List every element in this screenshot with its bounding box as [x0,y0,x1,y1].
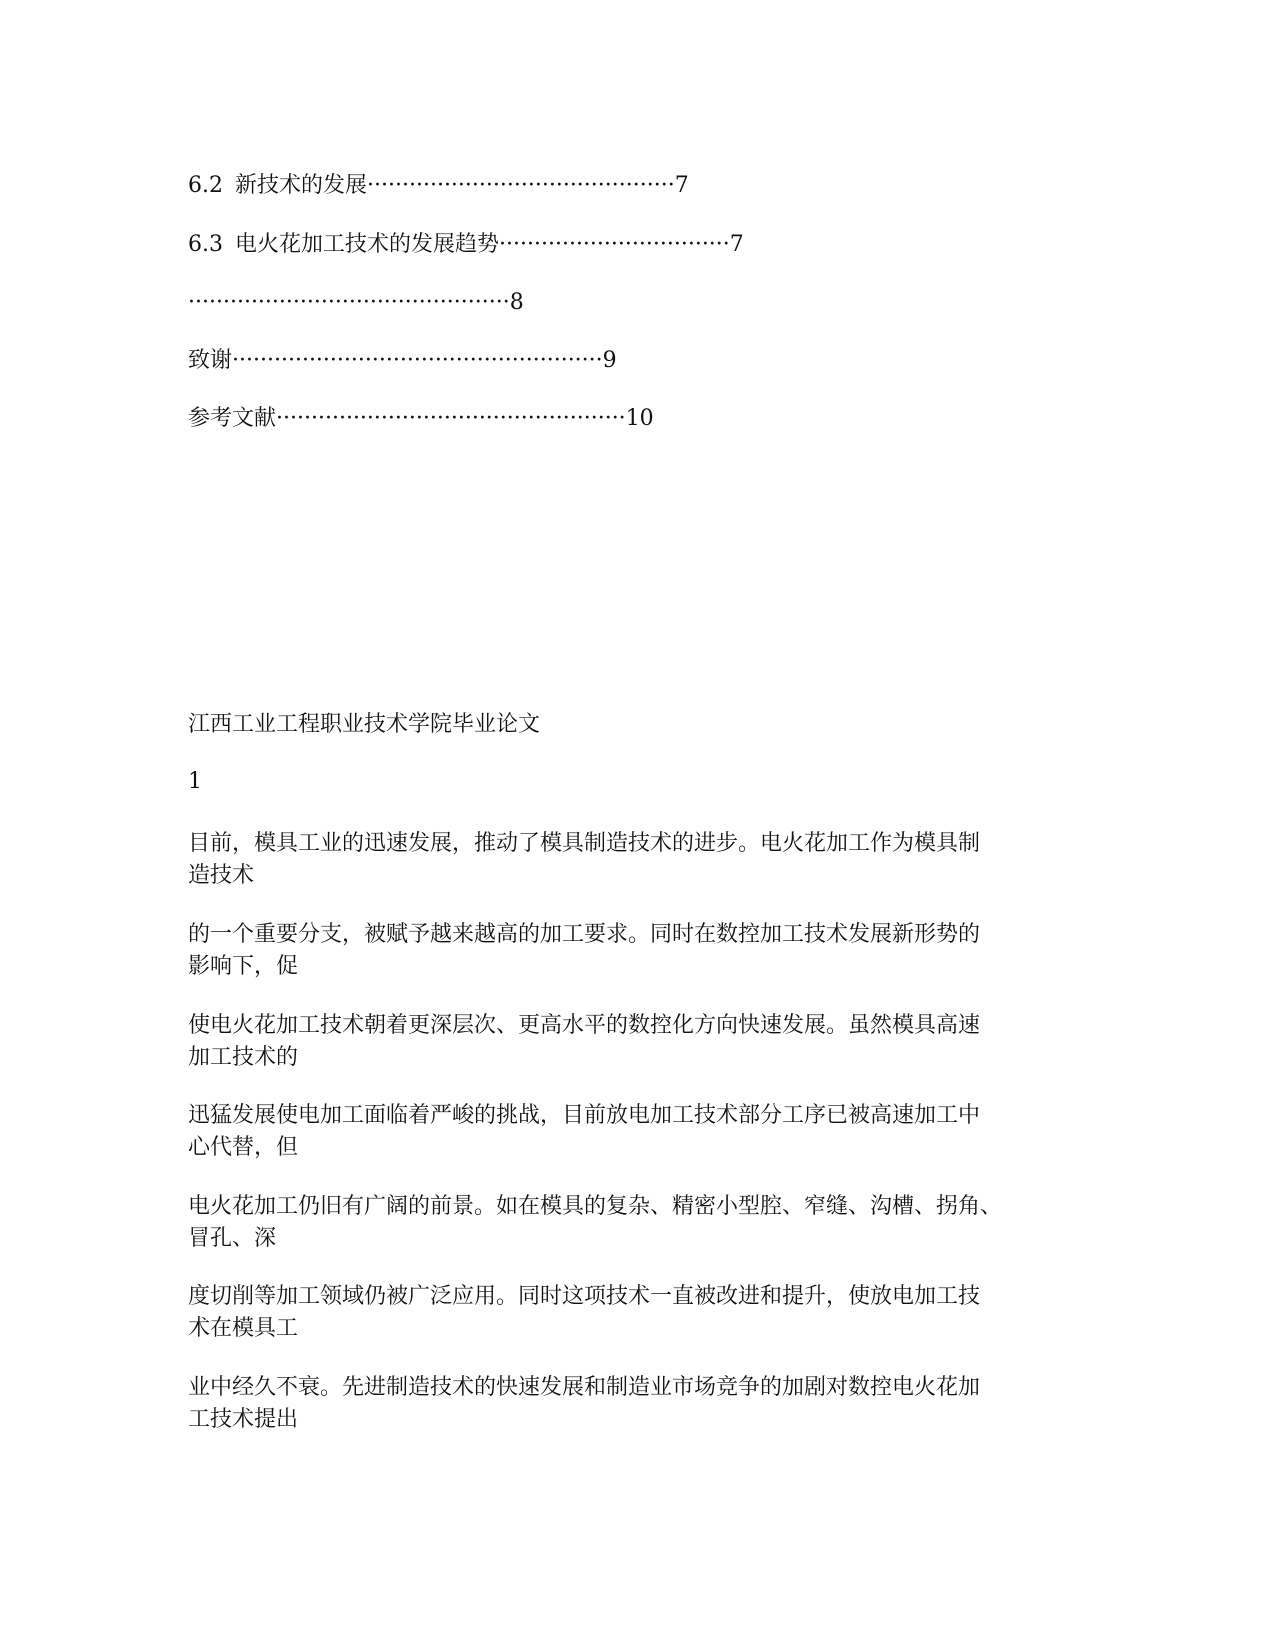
body-paragraph [188,828,1088,892]
body-paragraph [188,919,1088,983]
body-paragraph [188,1191,1088,1255]
toc-entry-references [188,405,654,433]
paragraph-line: 加工技术的 [188,1045,299,1070]
toc-entry-leader: ············································ [367,173,675,198]
toc-entry-leader: ·············································· [188,290,510,315]
paragraph-line: 业中经久不衰。先进制造技术的快速发展和制造业市场竞争的加剧对数控电火花加 [188,1375,981,1400]
toc-entry-6-2 [188,172,689,200]
toc-entry-page: 7 [729,232,744,257]
body-paragraph [188,1281,1088,1345]
page-header-school: 江西工业工程职业技术学院毕业论文 [188,712,541,737]
toc-entry-title: 新技术的发展 [235,173,368,198]
toc-entry-title: 参考文献 [188,406,277,431]
toc-entry-untitled [188,289,524,317]
paragraph-line: 术在模具工 [188,1316,299,1341]
paragraph-line: 造技术 [188,863,255,888]
paragraph-line: 电火花加工仍旧有广阔的前景。如在模具的复杂、精密小型腔、窄缝、沟槽、拐角、 [188,1194,1003,1219]
toc-entry-leader: ·················································· [276,406,626,431]
paragraph-line: 冒孔、深 [188,1226,277,1251]
paragraph-line: 心代替，但 [188,1135,299,1160]
toc-entry-leader: ····················································· [232,348,603,373]
toc-entry-acknowledgements [188,347,617,375]
toc-entry-title: 电火花加工技术的发展趋势 [235,232,500,257]
toc-entry-number: 6.2 [188,173,223,198]
paragraph-line: 的一个重要分支，被赋予越来越高的加工要求。同时在数控加工技术发展新形势的 [188,922,981,947]
toc-entry-title: 致谢 [188,348,233,373]
toc-entry-page: 8 [509,290,524,315]
body-paragraph [188,1372,1088,1436]
paragraph-line: 影响下，促 [188,954,299,979]
paragraph-line: 迅猛发展使电加工面临着严峻的挑战，目前放电加工技术部分工序已被高速加工中 [188,1103,981,1128]
paragraph-line: 目前，模具工业的迅速发展，推动了模具制造技术的进步。电火花加工作为模具制 [188,831,981,856]
body-paragraph [188,1010,1088,1074]
paragraph-line: 工技术提出 [188,1407,299,1432]
toc-entry-page: 9 [602,348,617,373]
toc-entry-leader: ································· [499,232,730,257]
toc-entry-number: 6.3 [188,232,223,257]
toc-entry-page: 10 [625,406,654,431]
paragraph-line: 使电火花加工技术朝着更深层次、更高水平的数控化方向快速发展。虽然模具高速 [188,1013,981,1038]
paragraph-line: 度切削等加工领域仍被广泛应用。同时这项技术一直被改进和提升，使放电加工技 [188,1284,981,1309]
body-paragraph [188,1100,1088,1164]
toc-entry-page: 7 [674,173,689,198]
toc-entry-6-3 [188,231,744,259]
page-number: 1 [188,769,202,794]
